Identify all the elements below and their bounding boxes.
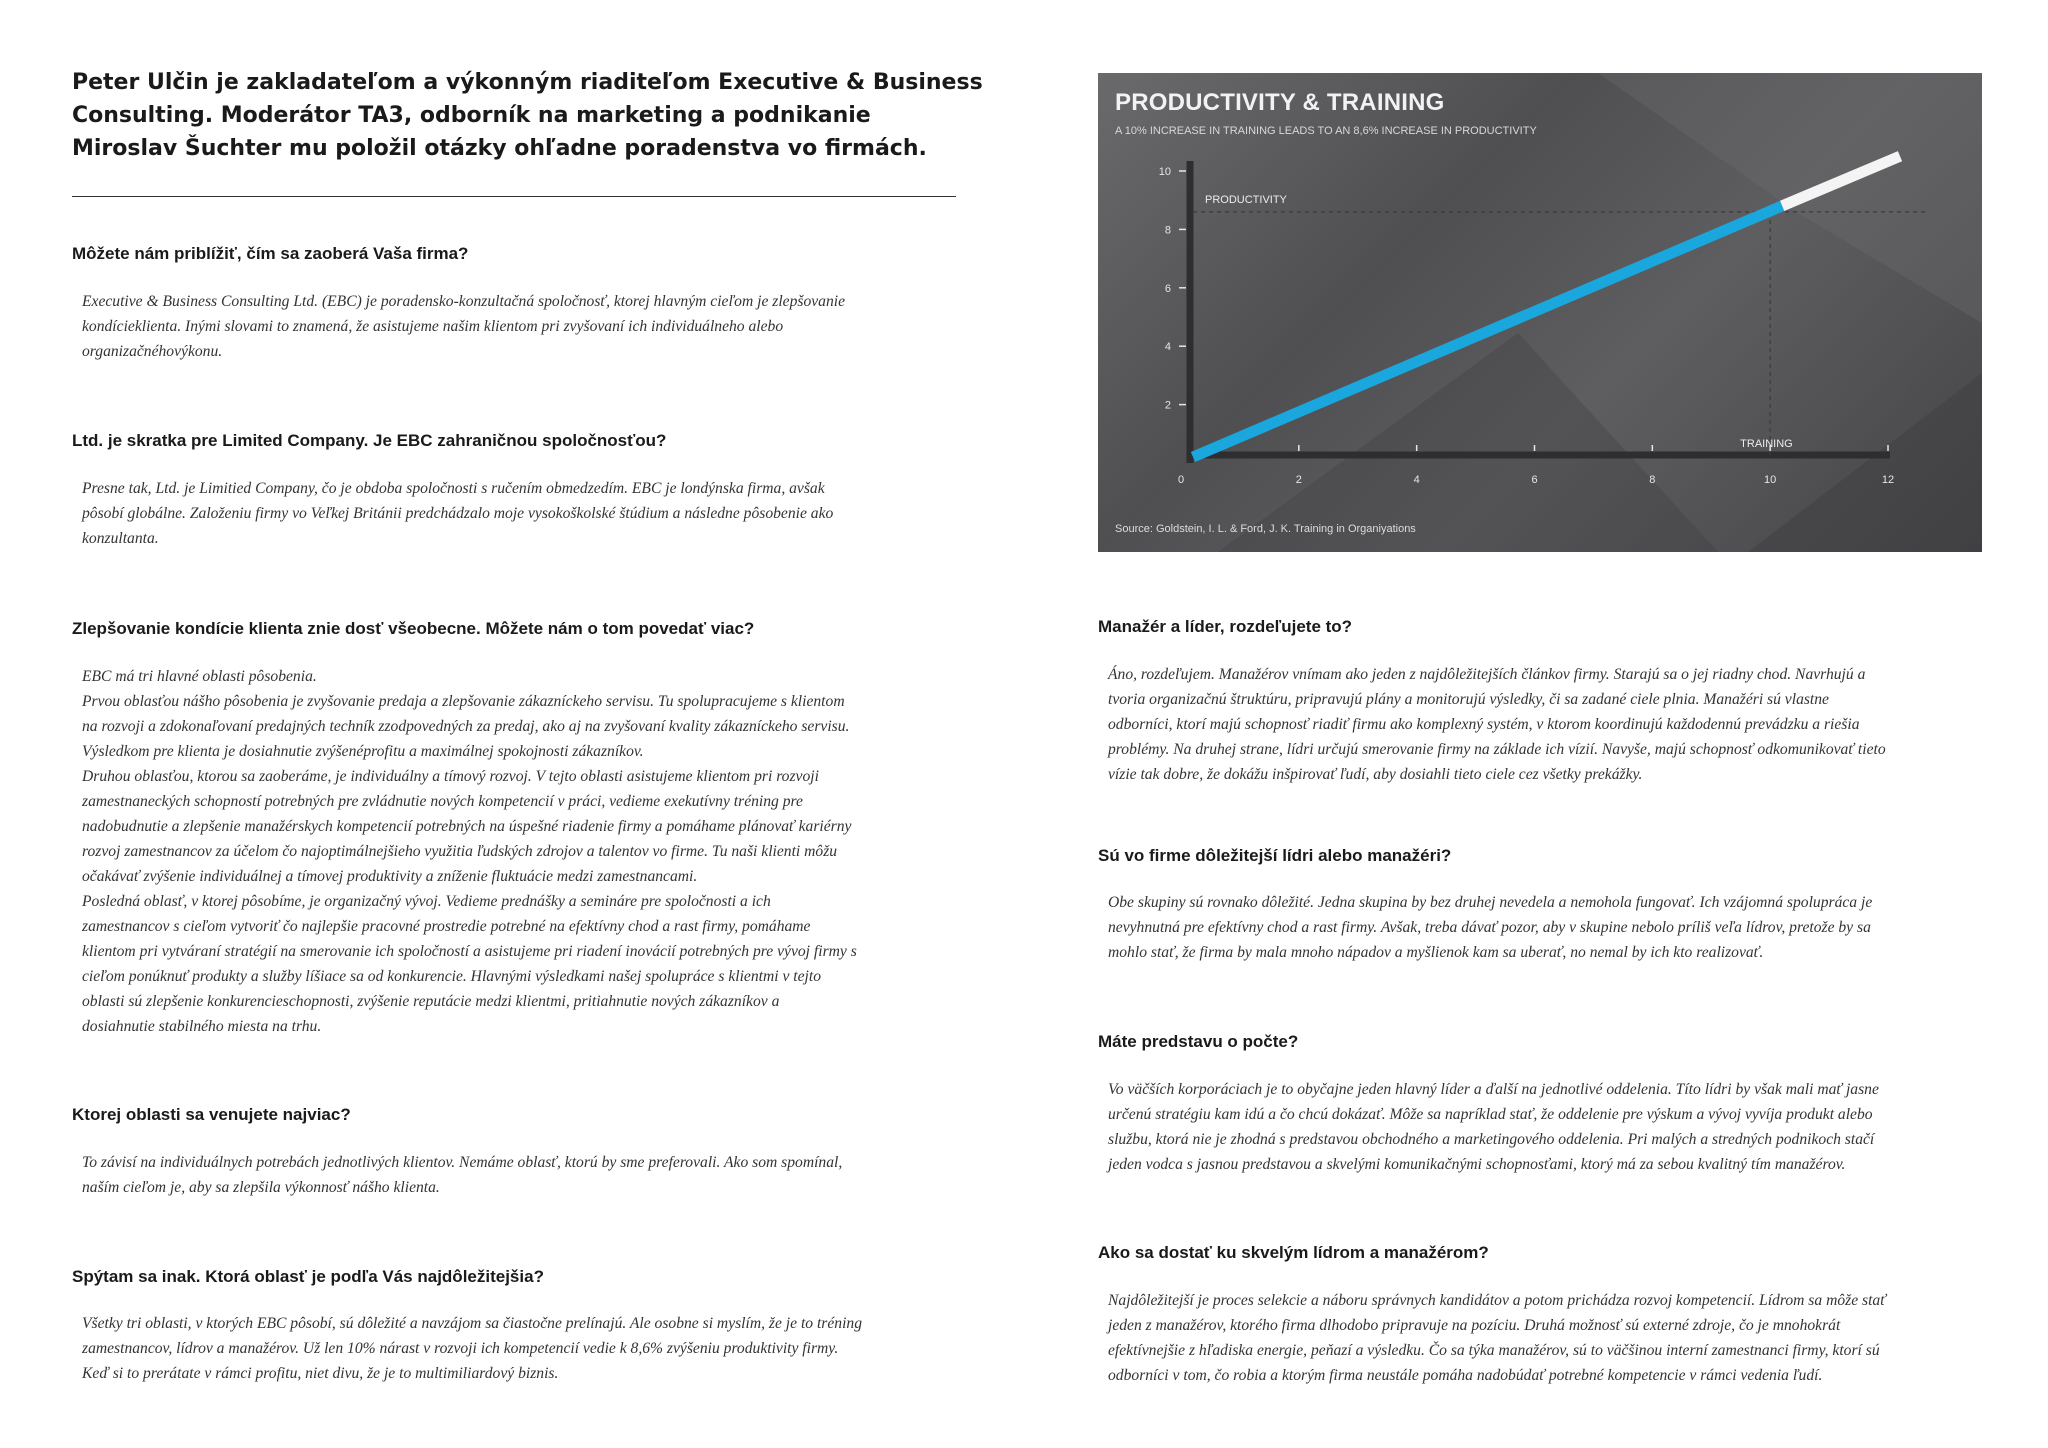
chart-title: PRODUCTIVITY & TRAINING xyxy=(1115,89,1445,116)
answer-line: Najdôležitejší je proces selekcie a náboru správnych kandidátov a potom prichádza rozvoj kompetencií. Lídrom sa môže stať xyxy=(1108,1292,1886,1309)
answer-line: Presne tak, Ltd. je Limitied Company, čo je obdoba spoločnosti s ručením obmedzedím. EBC je londýnska firma, avšak xyxy=(82,480,825,497)
x-tick-label: 0 xyxy=(1177,474,1185,486)
productivity-training-chart xyxy=(1098,73,1982,552)
answer-line: konzultanta. xyxy=(82,530,159,547)
intro-heading xyxy=(72,66,983,165)
intro-line: Peter Ulčin je zakladateľom a výkonným riaditeľom Executive & Business xyxy=(72,70,983,95)
question-heading: Ltd. je skratka pre Limited Company. Je EBC zahraničnou spoločnosťou? xyxy=(72,431,667,450)
answer-line: kondícieklienta. Inými slovami to znamená, že asistujeme našim klientom pri zvyšovaní ich individuálneho alebo xyxy=(82,318,784,335)
answer-line: mohlo stať, že firma by mala mnoho nápadov a myšlienok kam sa uberať, no nemal by ich kto realizovať. xyxy=(1108,944,1764,961)
x-tick-label: 10 xyxy=(1764,474,1777,486)
y-tick-label: 10 xyxy=(1158,166,1171,178)
question-heading: Môžete nám priblížiť, čím sa zaoberá Vaša firma? xyxy=(72,244,469,263)
answer-line: Druhou oblasťou, ktorou sa zaoberáme, je individuálny a tímový rozvoj. V tejto oblasti asistujeme klientom pri rozvoji xyxy=(82,768,819,785)
answer-line: tvoria organizačnú štruktúru, pripravujú plány a monitorujú výsledky, či sa zadané ciele plnia. Manažéri sú vlastne xyxy=(1108,691,1829,708)
answer-line: na rozvoji a zdokonaľovaní predajných techník zzodpovedných za predaj, ako aj na zvyšovaní kvality zákazníckeho servisu. xyxy=(82,718,850,735)
answer-line: zamestnancov s cieľom vytvoriť čo najlepšie pracovné prostredie potrebné na efektívny chod a rast firmy, pomáhame xyxy=(82,918,811,935)
answer-paragraph xyxy=(82,476,956,551)
answer-paragraph xyxy=(1108,1288,1980,1388)
chart-subtitle: A 10% INCREASE IN TRAINING LEADS TO AN 8,6% INCREASE IN PRODUCTIVITY xyxy=(1115,125,1537,137)
y-tick-label: 8 xyxy=(1164,224,1171,237)
answer-line: nadobudnutie a zlepšenie manažérskych kompetencií potrebných na úspešné riadenie firmy a pomáhame plánovať kariérny xyxy=(82,818,852,835)
question-heading: Sú vo firme dôležitejší lídri alebo manažéri? xyxy=(1098,846,1452,865)
x-tick-label: 12 xyxy=(1881,474,1895,486)
answer-line: zamestnancov, lídrov a manažérov. Už len 10% nárast v rozvoji ich kompetencií vedie k 8,6% zvýšeniu produktivity firmy. xyxy=(82,1340,839,1357)
answer-line: určenú stratégiu kam idú a čo chcú dokázať. Môže sa napríklad stať, že oddelenie pre výskum a vývoj vyvíja produkt alebo xyxy=(1108,1106,1873,1123)
answer-line: nevyhnutná pre efektívny chod a rast firmy. Avšak, treba dávať pozor, aby v skupine nebolo príliš veľa lídrov, pretože by sa xyxy=(1108,919,1871,936)
answer-paragraph xyxy=(1108,1077,1980,1177)
question-heading: Zlepšovanie kondície klienta znie dosť všeobecne. Môžete nám o tom povedať viac? xyxy=(72,619,755,638)
answer-line: To závisí na individuálnych potrebách jednotlivých klientov. Nemáme oblasť, ktorú by sme preferovali. Ako som spomínal, xyxy=(82,1154,843,1171)
answer-line: službu, ktorá nie je zhodná s predstavou obchodného a marketingového oddelenia. Pri malých a stredných podnikoch stačí xyxy=(1108,1131,1875,1148)
answer-line: rozvoj zamestnancov za účelom čo najoptimálnejšieho využitia ľudských zdrojov a talentov vo firme. Tu naši klienti môžu xyxy=(82,843,838,860)
x-axis-label: TRAINING xyxy=(1740,438,1793,450)
answer-line: Keď si to prerátate v rámci profitu, niet divu, že je to multimiliardový biznis. xyxy=(82,1365,559,1382)
answer-paragraph xyxy=(82,664,956,1039)
answer-paragraph xyxy=(82,289,956,364)
y-tick-label: 2 xyxy=(1164,399,1171,412)
answer-line: Vo väčších korporáciach je to obyčajne jeden hlavný líder a ďalší na jednotlivé oddelenia. Títo lídri by však mali mať jasne xyxy=(1108,1081,1879,1098)
answer-line: Obe skupiny sú rovnako dôležité. Jedna skupina by bez druhej nevedela a nemohola fungovať. Ich vzájomná spolupráca je xyxy=(1108,894,1873,911)
answer-line: EBC má tri hlavné oblasti pôsobenia. xyxy=(82,668,317,685)
y-axis-label: PRODUCTIVITY xyxy=(1205,194,1287,206)
answer-line: Výsledkom pre klienta je dosiahnutie zvýšenéprofitu a maximálnej spokojnosti zákazníkov. xyxy=(82,743,644,760)
answer-line: odborníci, ktorí majú schopnosť riadiť firmu ako komplexný systém, v ktorom koordinujú každodennú prevádzku a riešia xyxy=(1108,716,1860,733)
answer-line: zamestnaneckých schopností potrebných pre zvládnutie nových kompetencií v práci, vedieme exekutívny tréning pre xyxy=(82,793,803,810)
answer-line: jeden vodca s jasnou predstavou a skvelými komunikačnými schopnosťami, ktorý má za sebou kvalitný tím manažérov. xyxy=(1108,1156,1846,1173)
answer-line: efektívnejšie z hľadiska energie, peňazí a výsledku. Čo sa týka manažérov, sú to väčšinou interní zamestnanci firmy, ktorí sú xyxy=(1108,1342,1880,1359)
answer-paragraph xyxy=(82,1150,956,1200)
x-tick-label: 2 xyxy=(1295,474,1302,486)
answer-line: organizačnéhovýkonu. xyxy=(82,343,223,360)
question-heading: Máte predstavu o počte? xyxy=(1098,1032,1299,1051)
answer-line: cieľom ponúknuť produkty a služby líšiace sa od konkurencie. Hlavnými výsledkami našej spolupráce s klientmi v tejto xyxy=(82,968,822,985)
answer-line: jeden z manažérov, ktorého firma dlhodobo pripravuje na pozíciu. Druhá možnosť sú externé zdroje, čo je mnohokrát xyxy=(1108,1317,1841,1334)
answer-line: klientom pri vytváraní stratégií na smerovanie ich spoločností a asistujeme pri riadení inovácií potrebných pre vývoj firmy s xyxy=(82,943,857,960)
answer-line: problémy. Na druhej strane, lídri určujú smerovanie firmy na základe ich vízií. Navyše, majú schopnosť odkomunikovať tieto xyxy=(1108,741,1886,758)
question-heading: Ktorej oblasti sa venujete najviac? xyxy=(72,1105,351,1124)
answer-line: Prvou oblasťou nášho pôsobenia je zvyšovanie predaja a zlepšovanie zákazníckeho servisu. Tu spolupracujeme s klientom xyxy=(82,693,845,710)
answer-paragraph xyxy=(1108,662,1980,787)
answer-line: naším cieľom je, aby sa zlepšila výkonnosť nášho klienta. xyxy=(82,1179,440,1196)
question-heading: Ako sa dostať ku skvelým lídrom a manažérom? xyxy=(1098,1243,1489,1262)
chart-canvas xyxy=(1098,73,1982,552)
answer-line: Posledná oblasť, v ktorej pôsobíme, je organizačný vývoj. Vedieme prednášky a semináre pre spoločnosti a ich xyxy=(82,893,771,910)
question-heading: Manažér a líder, rozdeľujete to? xyxy=(1098,617,1353,636)
answer-line: Áno, rozdeľujem. Manažérov vnímam ako jeden z najdôležitejších článkov firmy. Starajú sa o jej riadny chod. Navrhujú a xyxy=(1108,666,1866,683)
answer-line: oblasti sú zlepšenie konkurencieschopnosti, zvýšenie reputácie medzi klientmi, pritiahnutie nových zákazníkov a xyxy=(82,993,780,1010)
y-tick-label: 6 xyxy=(1164,282,1171,295)
chart-source: Source: Goldstein, I. L. & Ford, J. K. Training in Organiyations xyxy=(1115,523,1416,535)
intro-line: Consulting. Moderátor TA3, odborník na marketing a podnikanie xyxy=(72,103,871,128)
answer-line: pôsobí globálne. Založeniu firmy vo Veľkej Británii predchádzalo moje vysokoškolské štúdium a následne pôsobenie ako xyxy=(82,505,834,522)
x-tick-label: 8 xyxy=(1649,474,1656,486)
divider xyxy=(72,196,956,197)
question-heading: Spýtam sa inak. Ktorá oblasť je podľa Vás najdôležitejšia? xyxy=(72,1267,544,1286)
answer-paragraph xyxy=(82,1311,956,1386)
y-tick-label: 4 xyxy=(1164,341,1171,354)
x-tick-label: 4 xyxy=(1413,474,1420,486)
answer-line: dosiahnutie stabilného miesta na trhu. xyxy=(82,1018,322,1035)
x-tick-label: 6 xyxy=(1531,474,1538,486)
answer-line: vízie tak dobre, že dokážu inšpirovať ľudí, aby dosiahli tieto ciele cez všetky prekážky. xyxy=(1108,766,1643,783)
answer-line: očakávať zvýšenie individuálnej a tímovej produktivity a zníženie fluktuácie medzi zamestnancami. xyxy=(82,868,698,885)
answer-line: odborníci v tom, čo robia a ktorým firma neustále pomáha nadobúdať potrebné kompetencie v rámci vedenia ľudí. xyxy=(1108,1367,1823,1384)
answer-paragraph xyxy=(1108,890,1980,965)
answer-line: Executive & Business Consulting Ltd. (EBC) je poradensko-konzultačná spoločnosť, ktorej hlavným cieľom je zlepšovanie xyxy=(82,293,846,310)
intro-line: Miroslav Šuchter mu položil otázky ohľadne poradenstva vo firmách. xyxy=(72,136,927,161)
answer-line: Všetky tri oblasti, v ktorých EBC pôsobí, sú dôležité a navzájom sa čiastočne prelínajú. Ale osobne si myslím, že je to tréning xyxy=(82,1315,863,1332)
